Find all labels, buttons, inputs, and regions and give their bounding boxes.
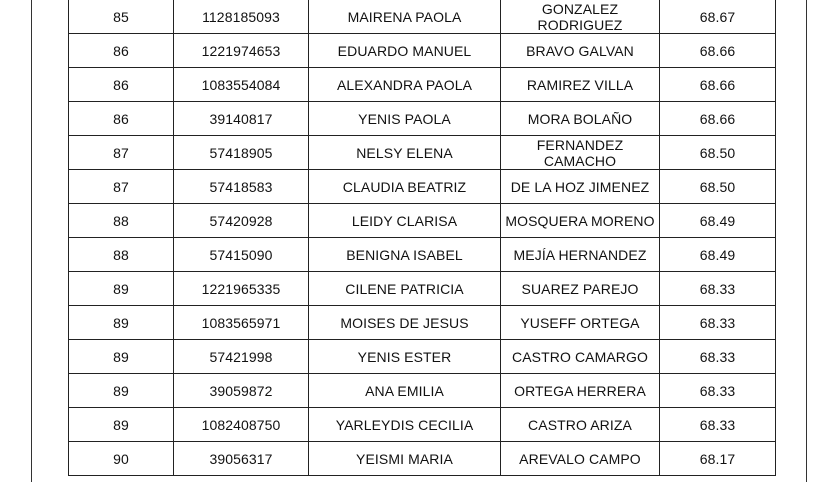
table-row bbox=[69, 374, 776, 408]
table-row bbox=[69, 272, 776, 306]
position-cell: 90 bbox=[69, 442, 174, 476]
surnames-cell: SUAREZ PAREJO bbox=[501, 272, 660, 306]
names-cell: CILENE PATRICIA bbox=[309, 272, 501, 306]
score-cell: 68.17 bbox=[660, 442, 776, 476]
names-cell: YENIS ESTER bbox=[309, 340, 501, 374]
position-cell: 87 bbox=[69, 136, 174, 170]
table-row bbox=[69, 68, 776, 102]
score-cell: 68.33 bbox=[660, 408, 776, 442]
surnames-cell: DE LA HOZ JIMENEZ bbox=[501, 170, 660, 204]
position-cell: 89 bbox=[69, 374, 174, 408]
document-id-cell: 1221965335 bbox=[174, 272, 309, 306]
document-id-cell: 57418583 bbox=[174, 170, 309, 204]
document-id-cell: 39056317 bbox=[174, 442, 309, 476]
names-cell: LEIDY CLARISA bbox=[309, 204, 501, 238]
table-row bbox=[69, 306, 776, 340]
document-id-cell: 39059872 bbox=[174, 374, 309, 408]
document-id-cell: 57420928 bbox=[174, 204, 309, 238]
surnames-cell: RAMIREZ VILLA bbox=[501, 68, 660, 102]
score-cell: 68.66 bbox=[660, 34, 776, 68]
score-cell: 68.66 bbox=[660, 68, 776, 102]
names-cell: NELSY ELENA bbox=[309, 136, 501, 170]
names-cell: CLAUDIA BEATRIZ bbox=[309, 170, 501, 204]
names-cell: ALEXANDRA PAOLA bbox=[309, 68, 501, 102]
names-cell: YARLEYDIS CECILIA bbox=[309, 408, 501, 442]
score-cell: 68.66 bbox=[660, 102, 776, 136]
position-cell: 85 bbox=[69, 0, 174, 34]
document-id-cell: 1082408750 bbox=[174, 408, 309, 442]
score-cell: 68.50 bbox=[660, 136, 776, 170]
surnames-cell: AREVALO CAMPO bbox=[501, 442, 660, 476]
document-id-cell: 57418905 bbox=[174, 136, 309, 170]
document-id-cell: 1221974653 bbox=[174, 34, 309, 68]
position-cell: 89 bbox=[69, 408, 174, 442]
table-row bbox=[69, 34, 776, 68]
document-id-cell: 1128185093 bbox=[174, 0, 309, 34]
names-cell: MOISES DE JESUS bbox=[309, 306, 501, 340]
table-row bbox=[69, 442, 776, 476]
names-cell: EDUARDO MANUEL bbox=[309, 34, 501, 68]
surnames-cell: ORTEGA HERRERA bbox=[501, 374, 660, 408]
surnames-cell: CASTRO ARIZA bbox=[501, 408, 660, 442]
surnames-cell: BRAVO GALVAN bbox=[501, 34, 660, 68]
surnames-cell: FERNANDEZ CAMACHO bbox=[501, 136, 660, 170]
table-row bbox=[69, 170, 776, 204]
results-table-body bbox=[69, 0, 776, 476]
score-cell: 68.49 bbox=[660, 204, 776, 238]
names-cell: YEISMI MARIA bbox=[309, 442, 501, 476]
table-row bbox=[69, 408, 776, 442]
position-cell: 86 bbox=[69, 68, 174, 102]
surnames-cell: CASTRO CAMARGO bbox=[501, 340, 660, 374]
table-row bbox=[69, 0, 776, 34]
document-id-cell: 57415090 bbox=[174, 238, 309, 272]
table-row bbox=[69, 136, 776, 170]
position-cell: 88 bbox=[69, 238, 174, 272]
score-cell: 68.33 bbox=[660, 272, 776, 306]
score-cell: 68.49 bbox=[660, 238, 776, 272]
surnames-cell: GONZALEZ RODRIGUEZ bbox=[501, 0, 660, 34]
surnames-cell: MEJÍA HERNANDEZ bbox=[501, 238, 660, 272]
surnames-cell: YUSEFF ORTEGA bbox=[501, 306, 660, 340]
score-cell: 68.33 bbox=[660, 306, 776, 340]
position-cell: 89 bbox=[69, 306, 174, 340]
position-cell: 86 bbox=[69, 102, 174, 136]
names-cell: ANA EMILIA bbox=[309, 374, 501, 408]
table-row bbox=[69, 238, 776, 272]
document-id-cell: 1083565971 bbox=[174, 306, 309, 340]
table-row bbox=[69, 340, 776, 374]
names-cell: BENIGNA ISABEL bbox=[309, 238, 501, 272]
score-cell: 68.33 bbox=[660, 374, 776, 408]
table-row bbox=[69, 102, 776, 136]
results-table bbox=[68, 0, 776, 476]
document-id-cell: 1083554084 bbox=[174, 68, 309, 102]
position-cell: 88 bbox=[69, 204, 174, 238]
position-cell: 89 bbox=[69, 272, 174, 306]
names-cell: MAIRENA PAOLA bbox=[309, 0, 501, 34]
position-cell: 86 bbox=[69, 34, 174, 68]
score-cell: 68.67 bbox=[660, 0, 776, 34]
position-cell: 89 bbox=[69, 340, 174, 374]
score-cell: 68.33 bbox=[660, 340, 776, 374]
document-id-cell: 39140817 bbox=[174, 102, 309, 136]
score-cell: 68.50 bbox=[660, 170, 776, 204]
table-row bbox=[69, 204, 776, 238]
position-cell: 87 bbox=[69, 170, 174, 204]
document-id-cell: 57421998 bbox=[174, 340, 309, 374]
surnames-cell: MOSQUERA MORENO bbox=[501, 204, 660, 238]
surnames-cell: MORA BOLAÑO bbox=[501, 102, 660, 136]
names-cell: YENIS PAOLA bbox=[309, 102, 501, 136]
